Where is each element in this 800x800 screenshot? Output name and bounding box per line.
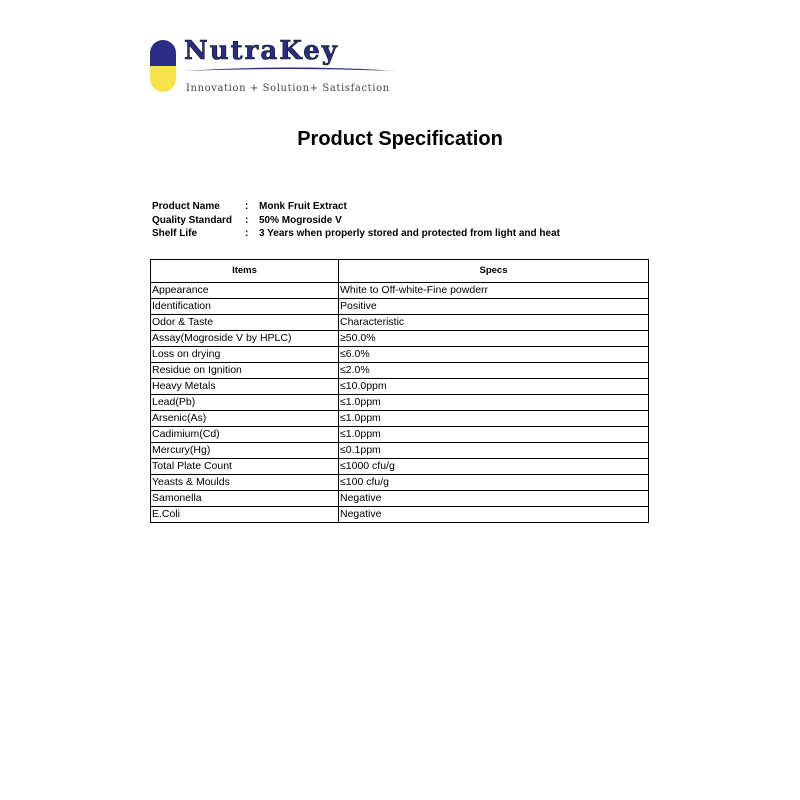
table-row — [151, 379, 649, 395]
logo-tagline: Innovation + Solution+ Satisfaction — [186, 83, 390, 94]
table-row — [151, 443, 649, 459]
table-row — [151, 427, 649, 443]
meta-row-product-name — [152, 200, 560, 214]
meta-value: Monk Fruit Extract — [259, 201, 347, 212]
item-cell: Appearance — [151, 283, 339, 299]
table-row — [151, 459, 649, 475]
table-row — [151, 299, 649, 315]
item-cell: Lead(Pb) — [151, 395, 339, 411]
spec-cell: ≤1.0ppm — [339, 427, 649, 443]
page-title: Product Specification — [297, 128, 503, 150]
meta-label: Quality Standard — [152, 214, 233, 226]
meta-row-shelf-life — [152, 227, 560, 241]
item-cell: E.Coli — [151, 507, 339, 523]
logo-mark-icon — [150, 40, 176, 92]
item-cell: Arsenic(As) — [151, 411, 339, 427]
item-cell: Identification — [151, 299, 339, 315]
meta-separator: : — [245, 201, 249, 212]
spec-cell: ≤100 cfu/g — [339, 475, 649, 491]
table-row — [151, 395, 649, 411]
table-row — [151, 411, 649, 427]
table-row — [151, 347, 649, 363]
item-cell: Cadimium(Cd) — [151, 427, 339, 443]
item-cell: Heavy Metals — [151, 379, 339, 395]
spec-cell: ≤1000 cfu/g — [339, 459, 649, 475]
item-cell: Mercury(Hg) — [151, 443, 339, 459]
table-row — [151, 331, 649, 347]
spec-cell: Characteristic — [339, 315, 649, 331]
item-cell: Residue on Ignition — [151, 363, 339, 379]
meta-row-quality-standard — [152, 214, 560, 228]
product-meta — [152, 200, 560, 241]
spec-table — [150, 259, 649, 523]
spec-cell: ≤10.0ppm — [339, 379, 649, 395]
meta-separator: : — [245, 228, 249, 239]
table-row — [151, 363, 649, 379]
table-header-row — [151, 260, 649, 283]
table-row — [151, 315, 649, 331]
spec-cell: ≤2.0% — [339, 363, 649, 379]
item-cell: Total Plate Count — [151, 459, 339, 475]
spec-cell: ≤1.0ppm — [339, 411, 649, 427]
item-cell: Samonella — [151, 491, 339, 507]
meta-label: Product Name — [152, 201, 220, 212]
spec-cell: Negative — [339, 507, 649, 523]
meta-separator: : — [245, 214, 249, 226]
column-header-items: Items — [151, 260, 339, 283]
spec-cell: Negative — [339, 491, 649, 507]
item-cell: Odor & Taste — [151, 315, 339, 331]
column-header-specs: Specs — [339, 260, 649, 283]
spec-cell: ≤1.0ppm — [339, 395, 649, 411]
item-cell: Assay(Mogroside V by HPLC) — [151, 331, 339, 347]
table-row — [151, 283, 649, 299]
item-cell: Yeasts & Moulds — [151, 475, 339, 491]
meta-label: Shelf Life — [152, 228, 198, 239]
logo-swoosh-icon — [180, 66, 400, 74]
table-row — [151, 491, 649, 507]
spec-cell: Positive — [339, 299, 649, 315]
spec-cell: ≥50.0% — [339, 331, 649, 347]
table-row — [151, 507, 649, 523]
company-logo — [150, 36, 410, 96]
spec-cell: White to Off-white-Fine powderr — [339, 283, 649, 299]
meta-value: 3 Years when properly stored and protected from light and heat — [259, 228, 560, 239]
spec-cell: ≤6.0% — [339, 347, 649, 363]
table-row — [151, 475, 649, 491]
meta-value: 50% Mogroside V — [259, 214, 342, 226]
spec-cell: ≤0.1ppm — [339, 443, 649, 459]
item-cell: Loss on drying — [151, 347, 339, 363]
logo-wordmark: NutraKey — [184, 36, 339, 66]
